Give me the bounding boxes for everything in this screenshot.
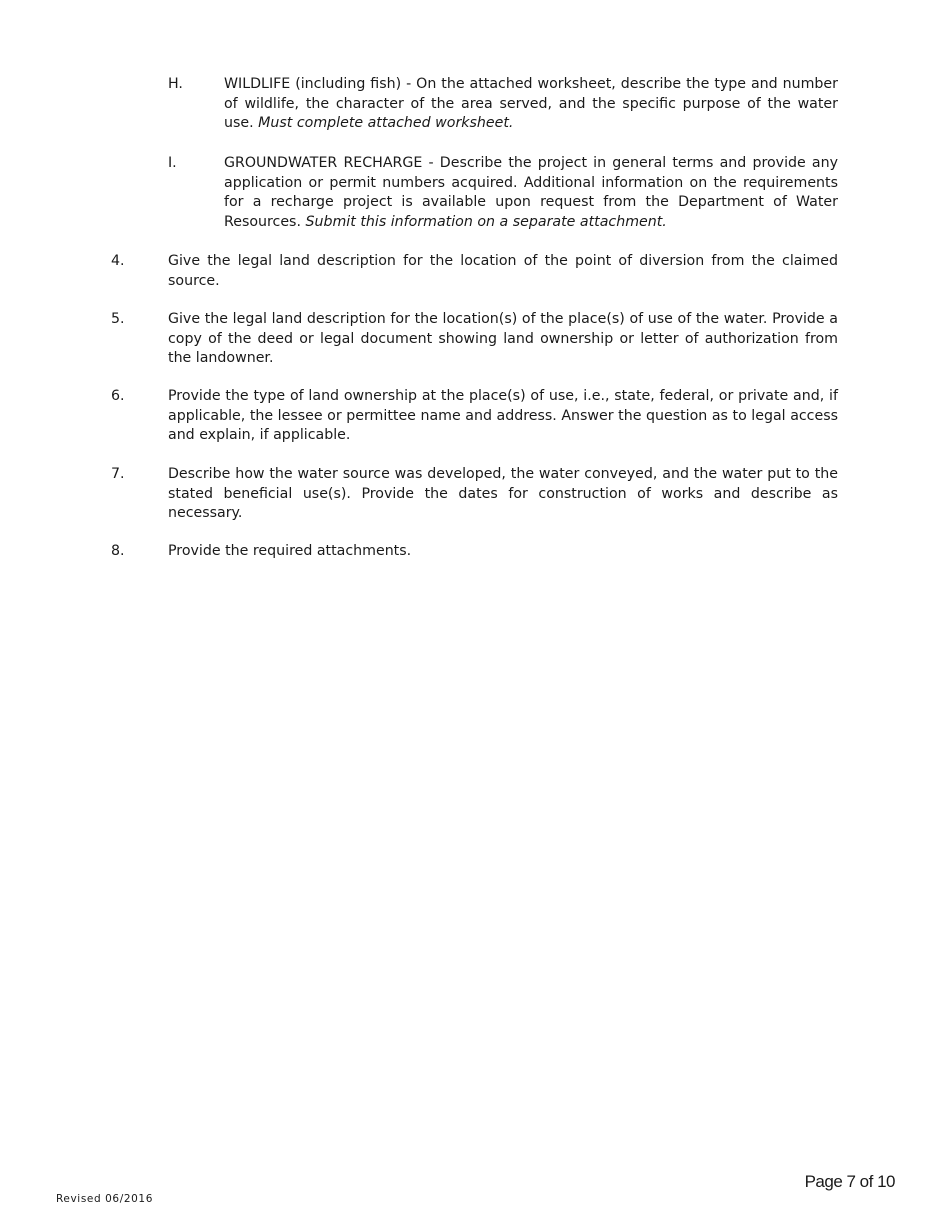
item-text [224, 154, 838, 232]
item-text [224, 75, 838, 134]
item-text: Provide the required attachments. [168, 543, 412, 559]
item-marker: 8. [111, 543, 125, 559]
item-body: WILDLIFE (including fish) - On the attached worksheet, describe the type and number of wildlife, the character of the area served, and the specific purpose of the water use. [224, 76, 838, 131]
item-marker: 5. [111, 311, 125, 327]
page-number: Page 7 of 10 [804, 1172, 895, 1191]
item-emphasis: Must complete attached worksheet. [258, 115, 514, 131]
item-text: Describe how the water source was developed, the water conveyed, and the water put to the stated beneficial use(s). Provide the dates for construction of works and describe as necessary. [168, 466, 838, 521]
item-marker: 6. [111, 388, 125, 404]
item-marker: H. [168, 76, 183, 92]
item-text: Give the legal land description for the location(s) of the place(s) of use of the water. Provide a copy of the deed or legal document showing land ownership or letter of authorization from the landowner. [168, 311, 838, 366]
revision-date: Revised 06/2016 [56, 1193, 153, 1205]
item-emphasis: Submit this information on a separate attachment. [305, 213, 667, 230]
item-marker: I. [168, 155, 177, 171]
item-body: GROUNDWATER RECHARGE - Describe the project in general terms and provide any application or permit numbers acquired. Additional information on the requirements for a recharge project is available upon request from the Department of Water Resources. [224, 155, 838, 230]
item-text: Provide the type of land ownership at the place(s) of use, i.e., state, federal, or private and, if applicable, the lessee or permittee name and address. Answer the question as to legal access and explain, if applicable. [168, 388, 838, 443]
item-marker: 7. [111, 466, 125, 482]
item-text: Give the legal land description for the location of the point of diversion from the claimed source. [168, 253, 838, 289]
item-marker: 4. [111, 253, 125, 269]
